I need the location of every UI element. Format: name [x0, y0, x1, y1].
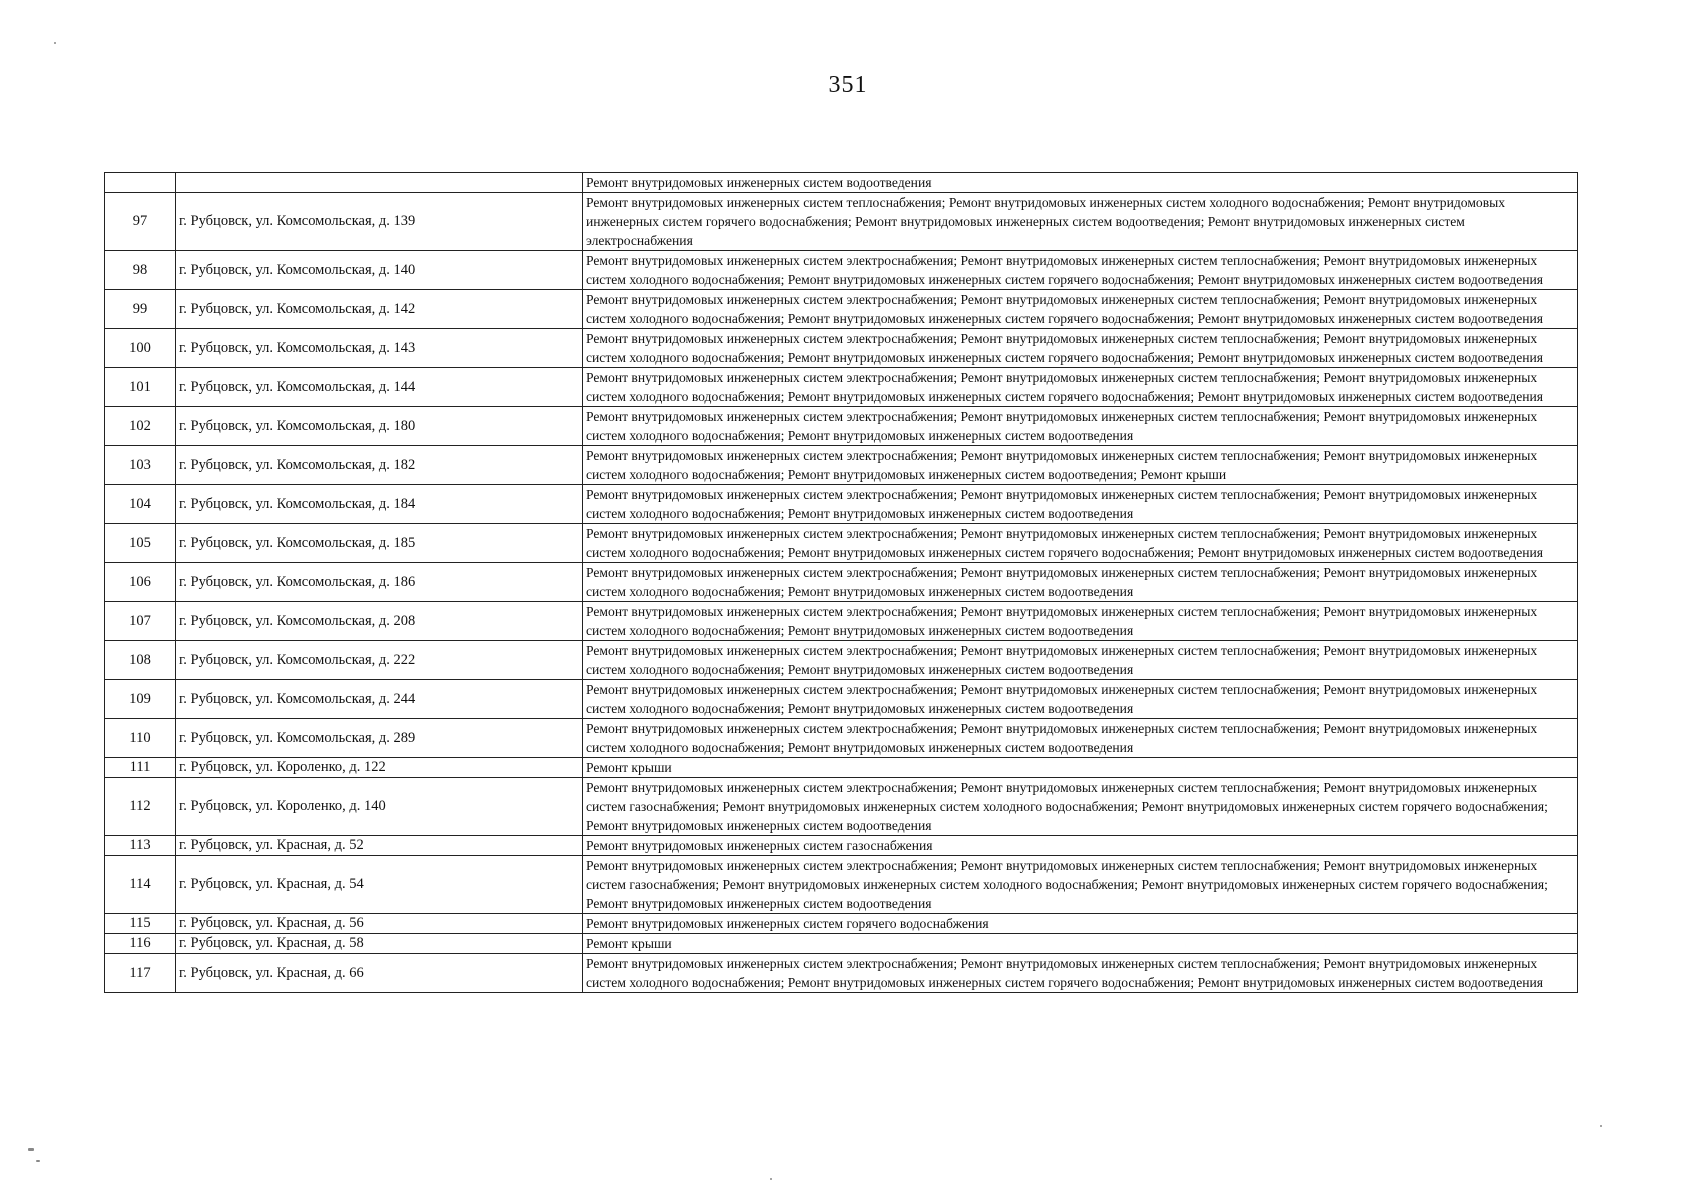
row-address: г. Рубцовск, ул. Комсомольская, д. 180	[176, 407, 583, 446]
repairs-table-body	[105, 173, 1578, 993]
row-works: Ремонт внутридомовых инженерных систем электроснабжения; Ремонт внутридомовых инженерных систем теплоснабжения; Ремонт внутридомовых инженерных систем холодного водоснабжения; Ремонт внутридомовых инженерных систем водоотведения	[583, 602, 1578, 641]
row-address: г. Рубцовск, ул. Красная, д. 54	[176, 856, 583, 914]
row-number: 108	[105, 641, 176, 680]
row-address	[176, 173, 583, 193]
table-row	[105, 524, 1578, 563]
table-row	[105, 758, 1578, 778]
row-works: Ремонт внутридомовых инженерных систем электроснабжения; Ремонт внутридомовых инженерных систем теплоснабжения; Ремонт внутридомовых инженерных систем холодного водоснабжения; Ремонт внутридомовых инженерных систем водоотведения	[583, 641, 1578, 680]
table-row	[105, 193, 1578, 251]
row-address: г. Рубцовск, ул. Комсомольская, д. 244	[176, 680, 583, 719]
row-works: Ремонт внутридомовых инженерных систем электроснабжения; Ремонт внутридомовых инженерных систем теплоснабжения; Ремонт внутридомовых инженерных систем холодного водоснабжения; Ремонт внутридомовых инженерных систем водоотведения; Ремонт крыши	[583, 446, 1578, 485]
row-address: г. Рубцовск, ул. Комсомольская, д. 222	[176, 641, 583, 680]
page-number: 351	[828, 72, 868, 98]
table-row	[105, 290, 1578, 329]
row-works: Ремонт внутридомовых инженерных систем электроснабжения; Ремонт внутридомовых инженерных систем теплоснабжения; Ремонт внутридомовых инженерных систем холодного водоснабжения; Ремонт внутридомовых инженерных систем водоотведения	[583, 563, 1578, 602]
row-number: 111	[105, 758, 176, 778]
row-works: Ремонт внутридомовых инженерных систем электроснабжения; Ремонт внутридомовых инженерных систем теплоснабжения; Ремонт внутридомовых инженерных систем холодного водоснабжения; Ремонт внутридомовых инженерных систем водоотведения	[583, 680, 1578, 719]
row-works: Ремонт внутридомовых инженерных систем теплоснабжения; Ремонт внутридомовых инженерных систем холодного водоснабжения; Ремонт внутридомовых инженерных систем горячего водоснабжения; Ремонт внутридомовых инженерных систем водоотведения; Ремонт внутридомовых инженерных систем электроснабжения	[583, 193, 1578, 251]
row-works: Ремонт внутридомовых инженерных систем электроснабжения; Ремонт внутридомовых инженерных систем теплоснабжения; Ремонт внутридомовых инженерных систем холодного водоснабжения; Ремонт внутридомовых инженерных систем горячего водоснабжения; Ремонт внутридомовых инженерных систем водоотведения	[583, 524, 1578, 563]
repairs-table	[104, 172, 1578, 993]
row-number: 115	[105, 914, 176, 934]
row-number: 101	[105, 368, 176, 407]
row-address: г. Рубцовск, ул. Комсомольская, д. 142	[176, 290, 583, 329]
row-address: г. Рубцовск, ул. Красная, д. 66	[176, 954, 583, 993]
row-number: 103	[105, 446, 176, 485]
table-row	[105, 173, 1578, 193]
row-number: 99	[105, 290, 176, 329]
row-number: 116	[105, 934, 176, 954]
row-address: г. Рубцовск, ул. Комсомольская, д. 208	[176, 602, 583, 641]
row-number: 117	[105, 954, 176, 993]
row-address: г. Рубцовск, ул. Комсомольская, д. 139	[176, 193, 583, 251]
row-address: г. Рубцовск, ул. Комсомольская, д. 182	[176, 446, 583, 485]
row-works: Ремонт внутридомовых инженерных систем электроснабжения; Ремонт внутридомовых инженерных систем теплоснабжения; Ремонт внутридомовых инженерных систем холодного водоснабжения; Ремонт внутридомовых инженерных систем горячего водоснабжения; Ремонт внутридомовых инженерных систем водоотведения	[583, 290, 1578, 329]
row-number: 112	[105, 778, 176, 836]
row-works: Ремонт внутридомовых инженерных систем электроснабжения; Ремонт внутридомовых инженерных систем теплоснабжения; Ремонт внутридомовых инженерных систем холодного водоснабжения; Ремонт внутридомовых инженерных систем горячего водоснабжения; Ремонт внутридомовых инженерных систем водоотведения	[583, 954, 1578, 993]
table-row	[105, 778, 1578, 836]
table-row	[105, 368, 1578, 407]
row-number: 113	[105, 836, 176, 856]
row-address: г. Рубцовск, ул. Комсомольская, д. 144	[176, 368, 583, 407]
row-works: Ремонт внутридомовых инженерных систем электроснабжения; Ремонт внутридомовых инженерных систем теплоснабжения; Ремонт внутридомовых инженерных систем холодного водоснабжения; Ремонт внутридомовых инженерных систем водоотведения	[583, 407, 1578, 446]
row-number: 107	[105, 602, 176, 641]
table-row	[105, 680, 1578, 719]
table-row	[105, 485, 1578, 524]
row-number: 98	[105, 251, 176, 290]
row-works: Ремонт внутридомовых инженерных систем водоотведения	[583, 173, 1578, 193]
row-works: Ремонт внутридомовых инженерных систем электроснабжения; Ремонт внутридомовых инженерных систем теплоснабжения; Ремонт внутридомовых инженерных систем газоснабжения; Ремонт внутридомовых инженерных систем холодного водоснабжения; Ремонт внутридомовых инженерных систем горячего водоснабжения; Ремонт внутридомовых инженерных систем водоотведения	[583, 778, 1578, 836]
row-works: Ремонт внутридомовых инженерных систем электроснабжения; Ремонт внутридомовых инженерных систем теплоснабжения; Ремонт внутридомовых инженерных систем холодного водоснабжения; Ремонт внутридомовых инженерных систем горячего водоснабжения; Ремонт внутридомовых инженерных систем водоотведения	[583, 329, 1578, 368]
row-address: г. Рубцовск, ул. Комсомольская, д. 140	[176, 251, 583, 290]
row-number: 100	[105, 329, 176, 368]
row-works: Ремонт внутридомовых инженерных систем газоснабжения	[583, 836, 1578, 856]
row-number: 102	[105, 407, 176, 446]
table-row	[105, 914, 1578, 934]
row-address: г. Рубцовск, ул. Комсомольская, д. 184	[176, 485, 583, 524]
table-row	[105, 836, 1578, 856]
table-row	[105, 407, 1578, 446]
table-row	[105, 719, 1578, 758]
row-address: г. Рубцовск, ул. Красная, д. 52	[176, 836, 583, 856]
table-row	[105, 446, 1578, 485]
table-row	[105, 954, 1578, 993]
row-address: г. Рубцовск, ул. Красная, д. 58	[176, 934, 583, 954]
row-works: Ремонт внутридомовых инженерных систем электроснабжения; Ремонт внутридомовых инженерных систем теплоснабжения; Ремонт внутридомовых инженерных систем газоснабжения; Ремонт внутридомовых инженерных систем холодного водоснабжения; Ремонт внутридомовых инженерных систем горячего водоснабжения; Ремонт внутридомовых инженерных систем водоотведения	[583, 856, 1578, 914]
scan-speck	[1600, 1125, 1602, 1127]
row-works: Ремонт внутридомовых инженерных систем электроснабжения; Ремонт внутридомовых инженерных систем теплоснабжения; Ремонт внутридомовых инженерных систем холодного водоснабжения; Ремонт внутридомовых инженерных систем горячего водоснабжения; Ремонт внутридомовых инженерных систем водоотведения	[583, 368, 1578, 407]
row-number: 97	[105, 193, 176, 251]
table-row	[105, 602, 1578, 641]
row-number: 110	[105, 719, 176, 758]
row-number: 114	[105, 856, 176, 914]
row-works: Ремонт крыши	[583, 934, 1578, 954]
table-row	[105, 329, 1578, 368]
row-number	[105, 173, 176, 193]
scan-speck	[770, 1178, 772, 1180]
row-address: г. Рубцовск, ул. Комсомольская, д. 289	[176, 719, 583, 758]
table-row	[105, 856, 1578, 914]
row-works: Ремонт крыши	[583, 758, 1578, 778]
table-row	[105, 641, 1578, 680]
row-address: г. Рубцовск, ул. Короленко, д. 140	[176, 778, 583, 836]
row-number: 105	[105, 524, 176, 563]
row-works: Ремонт внутридомовых инженерных систем электроснабжения; Ремонт внутридомовых инженерных систем теплоснабжения; Ремонт внутридомовых инженерных систем холодного водоснабжения; Ремонт внутридомовых инженерных систем горячего водоснабжения; Ремонт внутридомовых инженерных систем водоотведения	[583, 251, 1578, 290]
row-address: г. Рубцовск, ул. Комсомольская, д. 186	[176, 563, 583, 602]
scan-speck	[36, 1160, 40, 1162]
row-works: Ремонт внутридомовых инженерных систем электроснабжения; Ремонт внутридомовых инженерных систем теплоснабжения; Ремонт внутридомовых инженерных систем холодного водоснабжения; Ремонт внутридомовых инженерных систем водоотведения	[583, 485, 1578, 524]
row-address: г. Рубцовск, ул. Комсомольская, д. 143	[176, 329, 583, 368]
row-address: г. Рубцовск, ул. Короленко, д. 122	[176, 758, 583, 778]
row-number: 109	[105, 680, 176, 719]
table-row	[105, 563, 1578, 602]
row-address: г. Рубцовск, ул. Комсомольская, д. 185	[176, 524, 583, 563]
row-address: г. Рубцовск, ул. Красная, д. 56	[176, 914, 583, 934]
row-number: 104	[105, 485, 176, 524]
scan-speck	[28, 1148, 34, 1151]
row-number: 106	[105, 563, 176, 602]
table-row	[105, 251, 1578, 290]
scan-speck	[54, 42, 56, 44]
row-works: Ремонт внутридомовых инженерных систем горячего водоснабжения	[583, 914, 1578, 934]
row-works: Ремонт внутридомовых инженерных систем электроснабжения; Ремонт внутридомовых инженерных систем теплоснабжения; Ремонт внутридомовых инженерных систем холодного водоснабжения; Ремонт внутридомовых инженерных систем водоотведения	[583, 719, 1578, 758]
table-row	[105, 934, 1578, 954]
